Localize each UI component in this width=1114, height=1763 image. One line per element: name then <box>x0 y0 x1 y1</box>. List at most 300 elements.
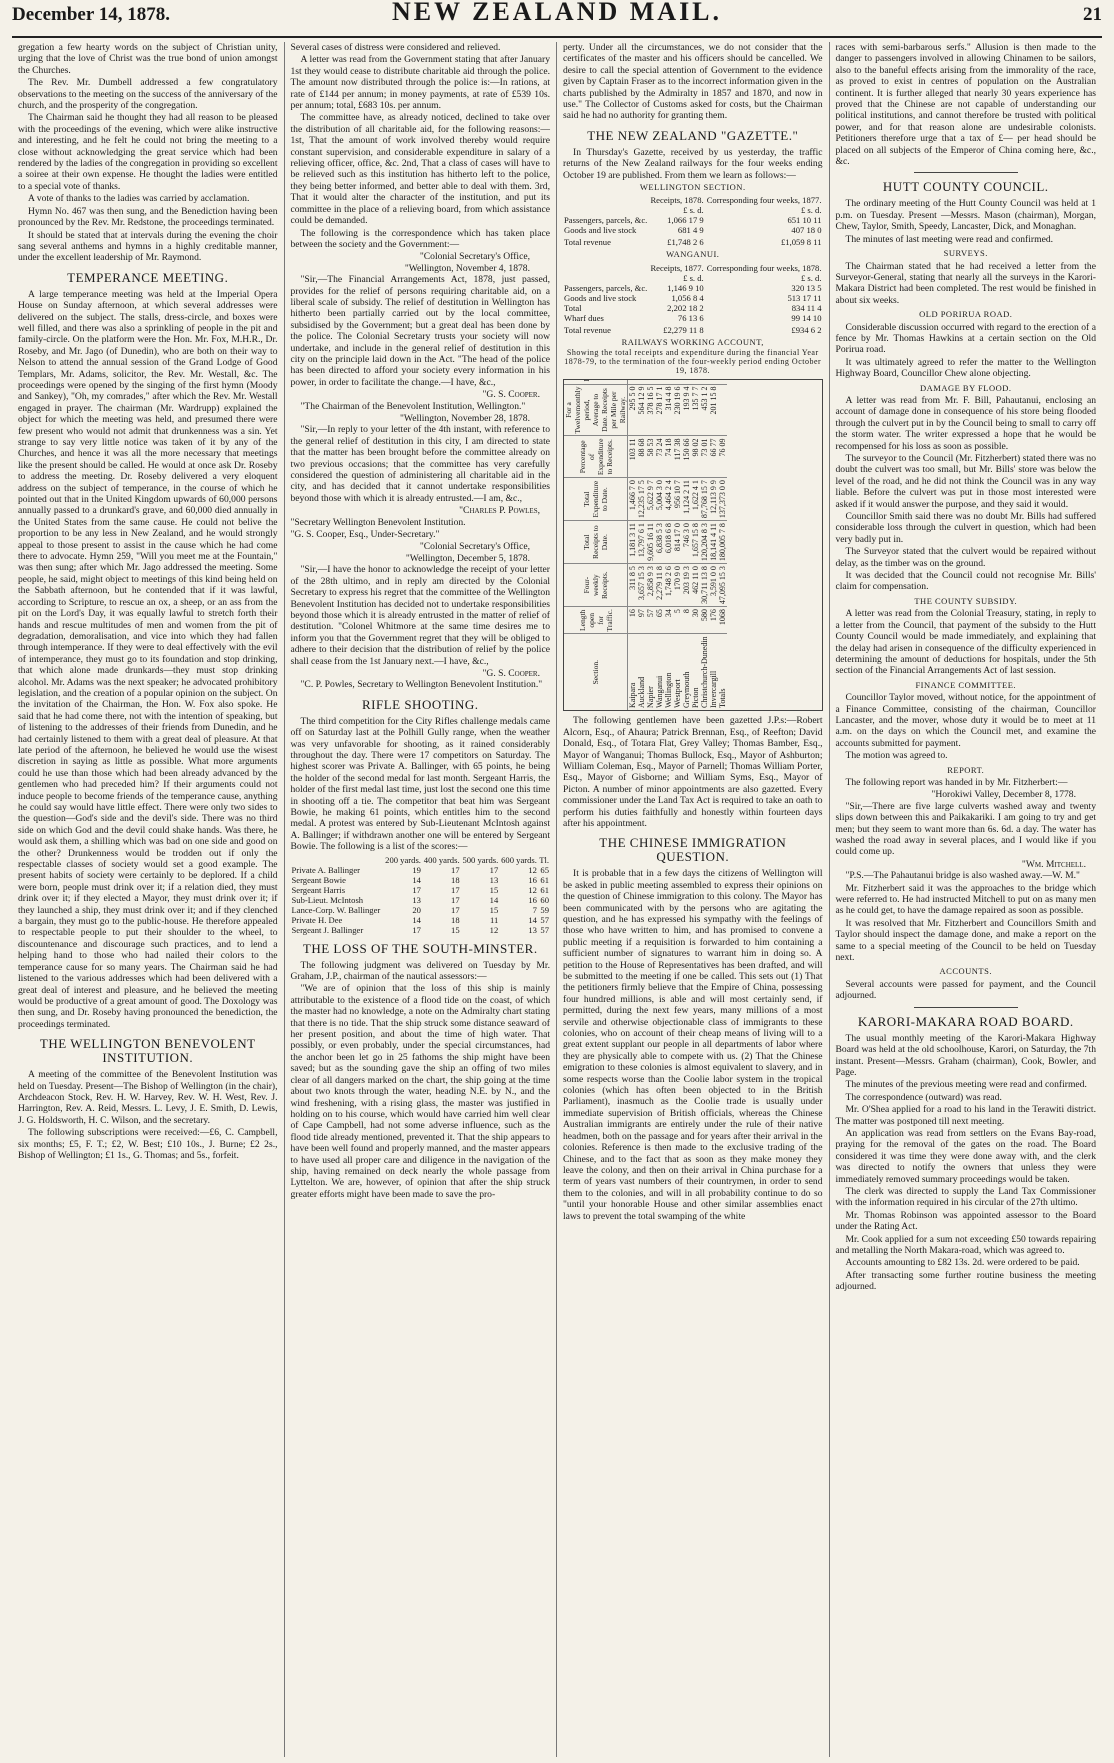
table-cell: 18 <box>451 914 460 925</box>
paragraph: perty. Under all the circumstances, we do not consider that the certificates of the master and his officers should be cancelled. We desire to call the special attention of Government to the evidence given by Captain Fraser as to the incorrect information given in the charts published by the Admiralty in 1857 and 1870, and now in use." The Collector of Customs asked for costs, but the Chairman said he had no authority for granting them. <box>563 42 823 122</box>
table-cell: 180,005 7 8 <box>718 521 727 564</box>
table-cell: 12 <box>528 864 537 875</box>
letter-addressee: "C. P. Powles, Secretary to Wellington Benevolent Institution." <box>300 679 543 691</box>
headline-southminster: THE LOSS OF THE SOUTH-MINSTER. <box>302 940 538 956</box>
letter-heading: "Colonial Secretary's Office, <box>419 541 530 553</box>
table-cell: 6,018 6 8 <box>664 521 673 564</box>
table-cell: 564 12 9 <box>637 384 646 436</box>
table-row <box>563 215 823 225</box>
table-cell: 76 09 <box>718 436 727 478</box>
table-row <box>563 283 823 293</box>
table-cell: 200 yards. <box>385 854 421 865</box>
table-cell: 453 1 2 <box>700 384 709 436</box>
table-cell: Private A. Ballinger <box>291 864 360 875</box>
paragraph: In Thursday's Gazette, received by us yesterday, the traffic returns of the New Zealand railways for the four weeks ending October 19 are published. From them we learn as follows:— <box>563 146 823 181</box>
table-header-row <box>564 379 628 710</box>
subheading: ACCOUNTS. <box>939 966 992 977</box>
paragraph: The Chairman said he thought they had all reason to be pleased with the proceedings of the evening, which were alike instructive and interesting, and he felt he could not bring the meeting to a close without acknowledging the great service which had been rendered by the ladies of the congregation in providing so excellent a soiree at their own expense. He thought the ladies were entitled to a special vote of thanks. <box>18 112 278 192</box>
table-row <box>682 379 691 710</box>
paragraph: The Rev. Mr. Dumbell addressed a few congratulatory observations to the meeting on the success of the anniversary of the church, and the prosperity of the congregation. <box>18 77 278 112</box>
table-cell: 12,113 9 9 <box>709 478 718 521</box>
table-header-cell: Total Expenditure to Date. <box>564 478 628 521</box>
table-cell: 17 <box>451 904 460 915</box>
masthead <box>12 0 1102 38</box>
table-cell: Receipts, 1878. <box>650 195 704 206</box>
table-cell: 34 <box>664 607 673 634</box>
table-cell: £1,748 2 6 <box>667 237 704 248</box>
table-cell: 834 11 4 <box>791 302 822 313</box>
table-header-cell: Four-weekly Receipts. <box>564 564 628 607</box>
table-cell: 1068 <box>718 607 727 634</box>
table-header-row <box>291 855 551 865</box>
table-cell: 500 yards. <box>462 854 499 865</box>
table-cell: Picton <box>691 634 700 710</box>
table-cell: 16 <box>528 894 537 905</box>
table-cell: Christchurch-Dunedin <box>700 634 709 710</box>
table-row <box>628 379 638 710</box>
paragraph: The following gentlemen have been gazetted J.P.s:—Robert Alcorn, Esq., of Ahaura; Patrick Brennan, Esq., of Reefton; David Donald, Esq., of Totara Flat, Grey Valley; Thomas Bamber, Esq., Mayor of Wanganui; Thomas Bullock, Esq., Mayor of Ashburton; William Coleman, Esq., Mayor of Parnell; Thomas William Porter, Esq., Mayor of Gisborne; and William Syms, Esq., Mayor of Picton. A number of minor appointments are also gazetted. Every commissioner under the Land Tax Act is required to take an oath to perform his duties faithfully and honestly within fourteen days after his appointment. <box>563 715 823 829</box>
table-cell: 6,838 5 3 <box>655 521 664 564</box>
paragraph: Mr. Thomas Robinson was appointed assessor to the Board under the Rating Act. <box>835 1209 1096 1233</box>
table-cell: Goods and live stock <box>564 292 637 303</box>
table-cell: 1,748 2 6 <box>664 564 673 607</box>
subheading: DAMAGE BY FLOOD. <box>919 382 1012 393</box>
table-row <box>709 379 718 710</box>
table-row <box>291 925 551 935</box>
table-cell: 1,056 8 4 <box>671 292 704 303</box>
table-cell: 98 02 <box>691 436 700 478</box>
table-header-cell <box>564 379 628 384</box>
table-cell: 1,622 4 1 <box>691 478 700 521</box>
table-cell: Total revenue <box>564 237 611 248</box>
paragraph: The following report was handed in by Mr. Fitzherbert:— <box>845 776 1068 788</box>
table-cell: 15 <box>489 904 499 915</box>
paragraph: "We are of opinion that the loss of this ship is mainly attributable to the existence of a flood tide on the coast, of which the master had no knowledge, a note on the Admiralty chart stating that there is no tide. That the ship struck some distance seaward of her present position, and about the time of high water. That possibly, or even probably, under the special circumstances, had the anchor been let go in 25 fathoms the ship might have been saved; but as the sounding gave the ship an offing of two miles clear of all dangers marked on the chart, the ship going at the time about two knots through the water, heading N.E. by N., and the wind freshening, with a rising glass, the master was justified in holding on to his course, which would have carried him well clear of Cape Campbell, had not some adverse influence, such as the flood tide already mentioned, prevented it. That the ship appears to have been well found and properly manned, and the master appears to have used all proper care and diligence in the navigation of the ship, having remained on deck nearly the whole passage from Lyttelton. We are, however, of opinion that after the ship struck greater efforts might have been made to save the pro- <box>290 983 550 1200</box>
wellington-traffic-table <box>563 195 823 247</box>
table-cell: 57 <box>540 914 549 925</box>
table-cell: 19 <box>412 864 421 875</box>
table-cell: 13 <box>412 894 421 905</box>
table-cell: Total <box>564 302 582 313</box>
table-cell: 2,279 11 8 <box>655 564 664 607</box>
table-cell: 651 10 11 <box>787 215 822 226</box>
paragraph: races with semi-barbarous serfs." Allusion is then made to the danger to passengers involved in allowing Chinamen to be sailors, also to the baneful effects arising from the immorality of the race, as proved to exist in centres of population on the Australian continent. It is further alleged that nearly 30 years experience has proved that the Chinese are not capable of understanding our political institutions, and cannot therefore be trusted with political power, and for that reason alone are undesirable colonists. Petitioners therefore urge that a tax of £— per head should be placed on all subjects of the Emperor of China coming here, &c., &c. <box>835 42 1096 168</box>
table-cell: 15 <box>451 924 460 935</box>
table-cell <box>563 205 649 215</box>
rifle-scores-table <box>291 855 551 935</box>
table-cell: Corresponding four weeks, 1877. <box>706 195 822 206</box>
table-row <box>291 895 551 905</box>
table-cell: Westport <box>673 634 682 710</box>
headline-hutt: HUTT COUNTY COUNCIL. <box>882 179 1049 195</box>
table-cell: 1,146 9 10 <box>667 282 704 293</box>
letter-addressee: "G. S. Cooper, Esq., Under-Secretary." <box>290 529 440 541</box>
table-row <box>291 875 551 885</box>
paragraph: The clerk was directed to supply the Land Tax Commissioner with the information required in his circular of the 27th ultimo. <box>835 1185 1096 1209</box>
table-cell: £ s. d. <box>800 272 822 283</box>
table-cell: 320 13 5 <box>791 282 822 293</box>
table-cell: 17 <box>412 884 421 895</box>
paragraph: It was resolved that Mr. Fitzherbert and Councillors Smith and Taylor should inspect the damage done, and make a report on the same to a special meeting of the Council to be held on Tuesday next. <box>835 917 1096 964</box>
table-cell <box>682 379 691 384</box>
table-cell: Sergeant Bowie <box>291 874 346 885</box>
newspaper-title: NEW ZEALAND MAIL. <box>391 0 723 26</box>
table-cell: 14 <box>528 914 537 925</box>
table-units-row <box>563 205 823 215</box>
table-cell: 7 <box>532 904 537 915</box>
table-cell: 201 15 8 <box>709 384 718 436</box>
paragraph: Hymn No. 467 was then sung, and the Benediction having been pronounced by the Rev. Mr. Redstone, the proceedings terminated. <box>18 205 278 229</box>
table-cell: 5 <box>673 607 682 634</box>
table-row <box>563 313 823 323</box>
table-cell: Passengers, parcels, &c. <box>564 282 648 293</box>
letter-signature-title: "Secretary Wellington Benevolent Institution. <box>290 516 466 528</box>
table-cell: 57 <box>540 924 549 935</box>
table-cell: 11 <box>489 914 499 925</box>
table-title-railways: RAILWAYS WORKING ACCOUNT, <box>621 336 764 347</box>
table-header-cell: Length open for Traffic. <box>564 607 628 634</box>
table-cell: £2,279 11 8 <box>663 324 704 335</box>
table-cell: 2,202 18 2 <box>667 302 704 313</box>
table-cell: 170 9 0 <box>673 564 682 607</box>
letter-body: "Sir,—I have the honor to acknowledge the receipt of your letter of the 28th ultimo, and in reply am directed by the Colonial Secretary to express his regret that the committee of the Wellington Benevolent Institution has decided not to undertake responsibilities beyond those which it is already entrusted in the matter of relief of destitution. "Colonel Whitmore at the same time desires me to inform you that the Government regret that they will be obliged to adhere to their decision that the distribution of relief by the police shall cease from the 1st January next.—I have, &c., <box>290 564 550 667</box>
table-cell: 16 <box>628 607 638 634</box>
table-header-cell: Percentage of Expenditure to Receipts. <box>564 436 628 478</box>
table-cell: Wanganui <box>655 634 664 710</box>
table-cell: 59 <box>540 904 549 915</box>
table-cell: 407 18 0 <box>791 225 822 236</box>
table-cell: 12 <box>489 924 499 935</box>
table-row <box>291 915 551 925</box>
paragraph: Councillor Taylor moved, without notice, for the appointment of a Finance Committee, consisting of the chairman, Councillor Lancaster, and the mover, whose duty it would be to meet at 11 a.m. on the days on which the Council met, and examine the accounts submitted for payment. <box>835 692 1096 749</box>
paragraph: The usual monthly meeting of the Karori-Makara Highway Board was held at the old schoolhouse, Karori, on Saturday, the 7th instant. Present—Messrs. Graham (chairman), Cook, Bowler, and Page. <box>835 1032 1096 1078</box>
table-cell: 1,466 7 0 <box>628 478 638 521</box>
table-cell: 76 13 6 <box>677 312 704 323</box>
table-cell: Receipts, 1877. <box>650 262 704 273</box>
table-cell: 18 <box>451 874 460 885</box>
paragraph: The surveyor to the Council (Mr. Fitzherbert) stated there was no doubt the culvert was too small, but Mr. Bills' store was below the level of the road, and he did not think the Council was in any way liable. Before the culvert was put in those most interested were asked if it would answer the purpose, and they said it would. <box>835 453 1096 510</box>
table-cell: 193 9 4 <box>682 384 691 436</box>
railways-working-table <box>564 379 727 710</box>
paragraph: The committee have, as already noticed, declined to take over the distribution of all charitable aid, for the following reasons:—1st, That the amount of work involved thereby would require constant supervision, and considerable expenditure in salary of a relieving officer, office, &c. 2nd, That a class of cases will have to be relieved such as this institution has hitherto left to the police, they being better informed, and better able to deal with them. 3rd, That it would alter the character of the institution, and put its committee in the place of a relieving board, from which assistance could be demanded. <box>290 112 550 227</box>
table-cell: 17 <box>412 924 421 935</box>
table-cell: 73 01 <box>700 436 709 478</box>
table-cell: Kaipara <box>628 634 638 710</box>
table-cell: Passengers, parcels, &c. <box>564 215 648 226</box>
columns <box>12 42 1102 1757</box>
paragraph: The minutes of the previous meeting were read and confirmed. <box>845 1079 1087 1091</box>
table-cell: Napier <box>646 634 655 710</box>
table-header-cell: Total Receipts to Date. <box>564 521 628 564</box>
letter-signature: "G. S. Cooper. <box>482 389 540 401</box>
column-4 <box>830 42 1103 1757</box>
paragraph: The minutes of last meeting were read and confirmed. <box>845 233 1054 245</box>
paragraph: After transacting some further routine business the meeting adjourned. <box>835 1269 1096 1293</box>
table-row <box>637 379 646 710</box>
divider <box>914 172 1018 173</box>
table-cell: 814 17 0 <box>673 521 682 564</box>
table-cell: 3,591 0 0 <box>709 564 718 607</box>
paragraph: Mr. O'Shea applied for a road to his land in the Terawiti district. The matter was postponed till next meeting. <box>835 1104 1096 1127</box>
table-cell: 58 53 <box>646 436 655 478</box>
table-cell: 4,464 2 4 <box>664 478 673 521</box>
table-cell: 65 <box>540 864 549 875</box>
table-cell: 73 24 <box>655 436 664 478</box>
subheading: THE COUNTY SUBSIDY. <box>914 595 1018 606</box>
table-cell: 230 19 6 <box>673 384 682 436</box>
paragraph: A large temperance meeting was held at the Imperial Opera House on Sunday afternoon, at which several addresses were delivered on the subject. The stalls, dress-circle, and boxes were well filled, and there was also a sprinkling of people in the pit and family-circle. On the platform were the Hon. Mr. Fox, M.H.R., Dr. Roseby, and Mr. Jago (of Dunedin), who are both on their way to Nelson to attend the annual session of the Grand Lodge of Good Templars, Mr. Adams, solicitor, the Rev. Mr. Westall, &c. The proceedings were opened by the singing of the first hymn (Moody and Sankey), "Oh, my comrades," after which the Rev. Mr. Westall engaged in prayer. The chairman (Mr. Wardrupp) explained the object for which the meeting was held, and presumed there were few present who would not admit that drunkenness was a sin. Yet strange to say very little notice was taken of it by any of the Churches, and hence it was all the more necessary that meetings like the present should be called. He would at once ask Dr. Roseby to address the meeting. Dr. Roseby delivered a very eloquent address on the subject of temperance, in the course of which he pointed out that in the United Kingdom upwards of 60,000 persons annually passed to a drunkard's grave, and 60,000 died annually in the United States from the same cause. He could not belive the proportion to be any less in New Zealand, and he would strongly appeal to those present to assist in the cause which he had come there to advocate. Hymn 259, "Will you meet me at the Fountain," was then sung; after which Mr. Jago addressed the meeting. Some people, he said, might object to meetings of this kind being held on the Sabbath afternoon, but he contended that if it was lawful, according to Scripture, to rescue an ox, a sheep, or an ass from the pit on the Lord's Day, it was equally lawful to stretch forth their hands and rescue multitudes of men and women from the pit of degradation, demoralisation, and vice into which they had fallen through intemperance. If they were to deal effectively with the evil of intemperance, they must go to its foundation and stop drinking, that which alone made drunkards—they must stop drinking alcohol. Mr. Adams was the next speaker; he advocated prohibitory legislation, and the creation of a popular opinion on the subject. On the invitation of the Chairman, the Hon. W. Fox also spoke. He said that he had come there, not with the intention of speaking, but of listening to the addresses of their friends from Dunedin, and he had certainly listened to them with a great deal of pleasure. At that late period of the afternoon, he believed he would use the wisest discretion in saying as little as possible. What more arguments could he use than those which had been already advanced by the gentlemen who had preceded him? If their arguments could not induce people to become friends of the temperance cause, anything he could say would have little effect. There were only two sides to the question—God's side and the devil's side. There was no third side on which God and the devil could shake hands. Was there, he would ask them, a shilling which was bad on one side and good on the other? Drunkenness would be trodden out if only the respectable classes of society would set a good example. The present habits of society were certainly to be deplored. If a child were born, people must drink over it; if a relation died, they must drink over it; if they elected a Mayor, they must drink over it; if they launched a ship, they must drink over it; and if they clenched a bargain, they must go to the public-house. He therefore appealed to respectable people to put their shoulder to the wheel, to discountenance and discourage such practices, and to lend a helping hand to those who had nailed their colors to the temperance cause for so many years. The Chairman said he had listened to the various addresses which had been delivered with a great deal of interest and pleasure, and he believed the meeting would be productive of a great amount of good. The Doxology was then sung, and Dr. Roseby having pronounced the benediction, the proceedings terminated. <box>18 288 278 1030</box>
table-cell: £ s. d. <box>683 205 704 216</box>
subheading: REPORT. <box>947 764 985 775</box>
headline-chinese: THE CHINESE IMMIGRATION QUESTION. <box>599 835 787 865</box>
subheading: SURVEYS. <box>943 248 988 259</box>
letter-heading: "Wellington, December 5, 1878. <box>405 552 530 564</box>
table-cell: 311 8 5 <box>628 564 638 607</box>
table-cell <box>718 384 727 436</box>
paragraph: Councillor Smith said there was no doubt Mr. Bills had suffered considerable loss through the culvert in question, which had been very badly put in. <box>835 511 1096 545</box>
table-cell: Private H. Dee <box>291 914 343 925</box>
table-cell: 203 19 3 <box>682 564 691 607</box>
table-row <box>563 293 823 303</box>
table-cell: 65 <box>655 607 664 634</box>
subheading: OLD PORIRUA ROAD. <box>919 309 1013 320</box>
table-cell <box>700 379 709 384</box>
paragraph: "P.S.—The Pahautanui bridge is also washed away.—W. M." <box>845 870 1080 882</box>
table-cell: 580 <box>700 607 709 634</box>
table-cell: 462 11 0 <box>691 564 700 607</box>
table-cell: 66 77 <box>709 436 718 478</box>
table-cell: Sergeant J. Ballinger <box>291 924 364 935</box>
table-cell <box>673 379 682 384</box>
table-cell: £ s. d. <box>800 205 822 216</box>
table-row <box>646 379 655 710</box>
paragraph: Accounts amounting to £82 13s. 2d. were ordered to be paid. <box>845 1257 1080 1269</box>
table-cell: Sergeant Harris <box>291 884 346 895</box>
table-cell <box>563 195 649 205</box>
table-cell: 87,768 15 7 <box>700 478 709 521</box>
table-subtitle-railways: Showing the total receipts and expenditure during the financial Year 1878-79, to the termination of the four-weekly period ending October 19, 1878. <box>564 348 822 376</box>
table-header-row <box>563 263 823 273</box>
table-cell <box>709 379 718 384</box>
table-cell: 8 <box>682 607 691 634</box>
table-header-row <box>563 195 823 205</box>
table-row <box>655 379 664 710</box>
table-cell: 103 11 <box>628 436 638 478</box>
railways-table-box <box>563 379 823 711</box>
table-cell: Totals <box>718 634 727 710</box>
page-number: 21 <box>1083 4 1102 25</box>
letter-body: "Sir,—The Financial Arrangements Act, 1878, just passed, provides for the relief of persons requiring charitable aid, on a liberal scale of subsidy. The relief of destitution in Wellington has hitherto been partially carried out by the local committee, subsidised by the Government; but a great deal has been done by the police. The Colonial Secretary trusts your society will now undertake, and include in the general relief of destitution in this city on the principle laid down in the Act. "The head of the police has been directed to afford your society every information in his power, in order to facilitate the change.—I have, &c., <box>290 274 550 388</box>
table-row <box>664 379 673 710</box>
table-cell <box>691 379 700 384</box>
railways-table-rotated <box>564 380 727 710</box>
table-cell: 117 38 <box>673 436 682 478</box>
table-cell: 13,797 6 1 <box>637 521 646 564</box>
table-total-row <box>563 235 823 247</box>
table-cell: 60 <box>540 894 549 905</box>
paragraph: It was decided that the Council could not recognise Mr. Bills' claim for compensation. <box>835 570 1096 593</box>
table-cell: 295 5 0 <box>628 384 638 436</box>
table-total-row <box>718 379 727 710</box>
letter-heading: "Wellington, November 4, 1878. <box>404 262 530 274</box>
table-cell: 314 4 8 <box>664 384 673 436</box>
table-row <box>691 379 700 710</box>
table-cell: Auckland <box>637 634 646 710</box>
table-cell: 13 <box>528 924 537 935</box>
headline-karori: KARORI-MAKARA ROAD BOARD. <box>857 1013 1074 1029</box>
headline-benevolent: THE WELLINGTON BENEVOLENT INSTITUTION. <box>39 1036 256 1066</box>
table-cell: 17 <box>451 894 460 905</box>
letter-heading: "Colonial Secretary's Office, <box>419 251 530 263</box>
paragraph: A letter was read from the Government stating that after January 1st they would cease to distribute charitable aid through the police. The amount now distributed through the police is:—In rations, at rate of £144 per annum; in money payments, at rate of £539 10s. per annum; total, £683 10s. per annum. <box>290 54 550 112</box>
table-cell: 61 <box>540 874 549 885</box>
table-units-row <box>563 273 823 283</box>
table-cell <box>664 379 673 384</box>
table-total-row <box>563 323 823 335</box>
table-cell <box>718 379 727 384</box>
paragraph: It should be stated that at intervals during the evening the choir sang several anthems and hymns in a highly creditable manner, under the excellent leadership of Mr. Raymond. <box>18 229 278 264</box>
paragraph: The correspondence (outward) was read. <box>845 1091 1002 1103</box>
table-cell: 1,657 15 8 <box>691 521 700 564</box>
paragraph: The following is the correspondence which has taken place between the society and the Government:— <box>290 227 550 250</box>
headline-rifle: RIFLE SHOOTING. <box>361 696 479 712</box>
table-cell: 513 17 11 <box>787 292 822 303</box>
table-cell: 150 66 <box>682 436 691 478</box>
table-cell: 1,181 3 11 <box>628 521 638 564</box>
paragraph: A letter was read from Mr. F. Bill, Pahautanui, enclosing an account of damage done in consequence of his store being flooded through the culvert put in by the Council being to small to carry off the storm water. The writer expressed a hope that he would be recompensed for his loss as soon as possible. <box>835 394 1096 452</box>
table-cell: 88 68 <box>637 436 646 478</box>
paragraph: gregation a few hearty words on the subject of Christian unity, urging that the love of Christ was the true bond of union amongst the Churches. <box>18 42 278 76</box>
table-cell: 16 <box>528 874 537 885</box>
letter-body: "Sir,—In reply to your letter of the 4th instant, with reference to the general relief of destitution in this city, I am directed to state that the matter has been brought before the committee already on two previous occasions; that the committee has very carefully considered the question of administering all charitable aid in the city, and has decided that it cannot undertake responsibilities beyond those with which it is already entrusted.—I am, &c., <box>290 424 550 504</box>
table-cell <box>291 855 384 865</box>
table-cell: 12 <box>528 884 537 895</box>
table-cell: Goods and live stock <box>564 225 637 236</box>
table-title-wellington: WELLINGTON SECTION. <box>639 182 746 193</box>
table-cell: 746 3 0 <box>682 521 691 564</box>
paragraph: A meeting of the committee of the Benevolent Institution was held on Tuesday. Present—The Bishop of Wellington (in the chair), Archdeacon Stock, Rev. H. W. Harvey, Rev. W. H. West, Rev. J. Harrington, Rev. A. Reid, Messrs. L. Levy, J. E. Smith, D. Lewis, J. G. Holdsworth, H. C. Wilson, and the secretary. <box>18 1069 278 1126</box>
table-cell <box>655 379 664 384</box>
table-cell: Greymouth <box>682 634 691 710</box>
table-cell: 97 <box>637 607 646 634</box>
table-cell: 57 <box>646 607 655 634</box>
paragraph: The following judgment was delivered on Tuesday by Mr. Graham, J.P., chairman of the nautical assessors:— <box>290 959 550 983</box>
column-3 <box>557 42 830 1757</box>
table-cell: 176 <box>709 607 718 634</box>
paragraph: It was ultimately agreed to refer the matter to the Wellington Highway Board, Councillor Chew alone objecting. <box>835 356 1096 380</box>
letter-body: "Sir,—There are five large culverts washed away and twenty slips down between this and Paikakariki. I am going to try and get men; but they seem to want more than 6s. 6d. a day. The water has washed the road away in several places, and I would like if you could come up. <box>835 800 1096 858</box>
table-cell: £934 6 2 <box>791 324 822 335</box>
letter-heading: "Horokiwi Valley, December 8, 1778. <box>931 789 1076 801</box>
paragraph: Mr. Cook applied for a sum not exceeding £50 towards repairing and metalling the North Makara-road, which was agreed to. <box>835 1233 1096 1256</box>
table-cell: £1,059 8 11 <box>780 237 822 248</box>
letter-signature: "G. S. Cooper. <box>482 667 540 679</box>
table-cell: 13 <box>489 874 499 885</box>
column-1 <box>12 42 285 1757</box>
table-cell: 17 <box>489 864 499 875</box>
table-row <box>673 379 682 710</box>
letter-heading: "Wellington, November 28, 1878. <box>400 413 530 424</box>
letter-signature: "Charles P. Powles, <box>459 505 540 517</box>
table-cell: 378 16 5 <box>646 384 655 436</box>
paragraph: Considerable discussion occurred with regard to the erection of a fence by Mr. Thomas Hawkins at a certain section on the Old Porirua road. <box>835 321 1096 356</box>
table-cell <box>563 273 649 283</box>
table-cell: Lance-Corp. W. Ballinger <box>291 904 381 915</box>
table-cell: 14 <box>412 914 421 925</box>
table-cell: 956 10 7 <box>673 478 682 521</box>
paragraph: The Chairman stated that he had received a letter from the Surveyor-General, stating that nearly all the surveys in the Karori-Makara District had been completed. The rest would be finished in about six weeks. <box>835 260 1096 306</box>
column-2 <box>285 42 558 1757</box>
table-cell <box>646 379 655 384</box>
table-title-wanganui: WANGANUI. <box>666 249 720 260</box>
table-cell: 99 14 10 <box>791 312 822 323</box>
paragraph: The motion was agreed to. <box>845 750 948 762</box>
paragraph: The Surveyor stated that the culvert would be repaired without delay, as the timber was on the ground. <box>835 546 1096 569</box>
table-row <box>563 303 823 313</box>
table-cell: 18,141 4 11 <box>709 521 718 564</box>
paragraph: A vote of thanks to the ladies was carried by acclamation. <box>28 193 250 205</box>
paragraph: The ordinary meeting of the Hutt County Council was held at 1 p.m. on Tuesday. Present —Messrs. Mason (chairman), Morgan, Chew, Taylor, Smith, Speedy, Lancaster, Dick, and Monaghan. <box>835 198 1096 233</box>
divider <box>914 1007 1018 1008</box>
table-cell: 30,711 13 8 <box>700 564 709 607</box>
paragraph: Several cases of distress were considered and relieved. <box>290 42 501 53</box>
table-header-cell: Section. <box>564 634 628 710</box>
table-cell: 30 <box>691 607 700 634</box>
table-cell: 5,004 3 0 <box>655 478 664 521</box>
table-cell: 12,235 17 5 <box>637 478 646 521</box>
table-row <box>291 905 551 915</box>
paragraph: Mr. Fitzherbert said it was the approaches to the bridge which were referred to. He had instructed Mitchell to put on as many men as he could get, to have the damage repaired as soon as possible. <box>835 882 1096 917</box>
table-cell: 14 <box>489 894 499 905</box>
table-cell: Corresponding four weeks, 1878. <box>706 262 822 273</box>
letter-signature: "Wm. Mitchell. <box>1021 858 1086 870</box>
table-cell <box>637 379 646 384</box>
paragraph: A letter was read from the Colonial Treasury, stating, in reply to a letter from the Council, that payment of the subsidy to the Hutt County Council would be made immediately, and explaining that the delay had arisen in consequence of the difficulty experienced in determining the amount of deductions for hospitals, under the 5th section of the Financial Arrangements Act of last session. <box>835 608 1096 677</box>
table-cell: 400 yards. <box>423 854 460 865</box>
table-cell: Tl. <box>539 854 549 865</box>
table-cell: 74 18 <box>664 436 673 478</box>
table-cell: 61 <box>540 884 549 895</box>
table-cell: 47,095 15 3 <box>718 564 727 607</box>
table-cell <box>628 379 638 384</box>
headline-temperance: TEMPERANCE MEETING. <box>67 269 229 285</box>
table-cell: Sub-Lieut. McIntosh <box>291 894 364 905</box>
table-cell: Invercargill <box>709 634 718 710</box>
table-row <box>563 225 823 235</box>
table-cell: 15 <box>489 884 499 895</box>
paragraph: It is probable that in a few days the citizens of Wellington will be asked in public meeting assembled to express their opinions on the question of Chinese immigration to this colony. The Mayor has been communicated with by the persons who are agitating the question, and he has expressed his sympathy with the feelings of those who have written to him, and has promised to convene a public meeting if a requisition is forwarded to him containing a sufficient number of signatures to warrant him in doing so. A petition to the House of Representatives has been drafted, and will be submitted to the meeting if one be called. This sets out (1) That the petitioners firmly believe that the Empire of China, possessing four hundred millions, is able and will most certainly send, if permitted, during the next few years, many millions of a most servile and otherwise objectionable class of immigrants to these colonies, who on account of their cheap means of living will to a great extent supplant our people in all departments of labor where they are physically able to compete with us. (2) That the Chinese emigration to these colonies is almost equivalent to slavery, and in some respects worse than the Coolie labor system in the tropical colonies (which has often been objected to in the British Parliament), inasmuch as the Coolie trade is usually under immediate supervision of British officials, whereas the Chinese Australian immigrants are entirely under the rule of their native headmen, both on the passage and for years after their arrival in the colonies. Reference is then made to the exclusive trading of the Chinese, and to the fact that as soon as they make money they leave the colony, and then on their arrival in China purchase for a term of years vast numbers of their countrymen, in order to send them to the colonies, and will in all probability continue to do so "until your honorable House and other similar assemblies enact laws to prevent the total swamping of the white <box>563 868 823 1222</box>
table-cell: 9,605 16 11 <box>646 521 655 564</box>
table-cell: 681 4 9 <box>677 225 704 236</box>
table-cell: 2,858 9 3 <box>646 564 655 607</box>
table-cell: 278 17 1 <box>655 384 664 436</box>
table-cell <box>563 263 649 273</box>
table-cell: 600 yards. <box>501 854 537 865</box>
table-cell: 5,622 9 7 <box>646 478 655 521</box>
table-cell: 1,066 17 9 <box>667 215 704 226</box>
table-cell: Wellington <box>664 634 673 710</box>
subheading: FINANCE COMMITTEE. <box>915 679 1017 690</box>
table-row <box>291 865 551 875</box>
paragraph: An application was read from settlers on the Evans Bay-road, praying for the removal of the gates on the road. The Board considered it was time they were done away with, and the clerk was directed to notify the owners that unless they were immediately removed summary proceedings would be taken. <box>835 1127 1096 1185</box>
table-cell: 17 <box>451 864 460 875</box>
table-cell: Wharf dues <box>564 312 604 323</box>
headline-gazette: THE NEW ZEALAND "GAZETTE." <box>587 127 799 143</box>
letter-addressee: "The Chairman of the Benevolent Institution, Wellington." <box>300 400 526 412</box>
table-cell: 137,373 0 0 <box>718 478 727 521</box>
issue-date: December 14, 1878. <box>12 4 170 25</box>
table-cell: 14 <box>412 874 421 885</box>
